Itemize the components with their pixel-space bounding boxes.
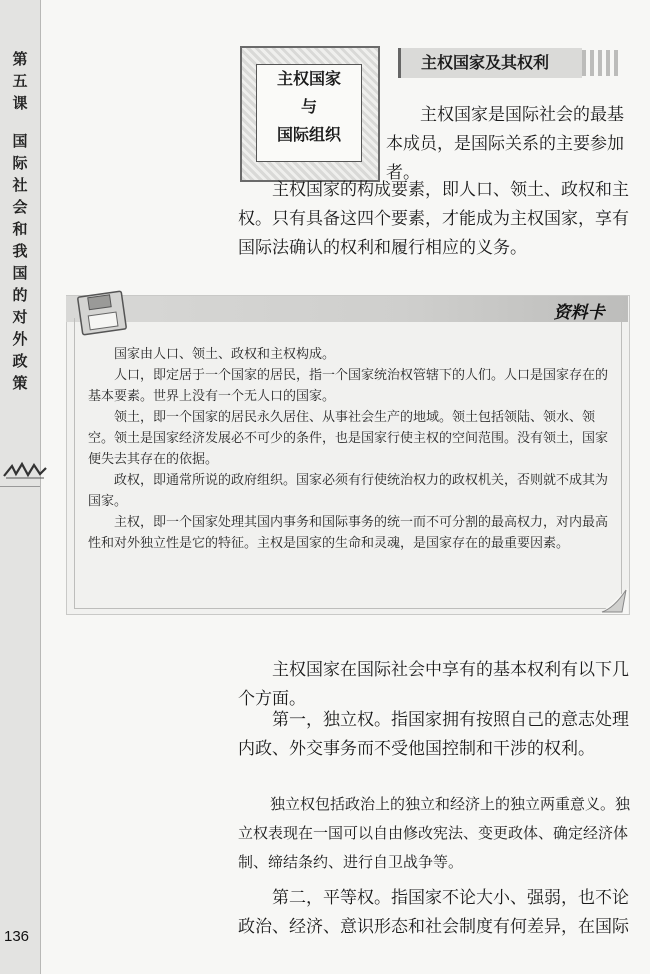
data-card-label: 资料卡 [553,303,605,323]
topic-box [240,46,380,182]
topic-line-2: 与 [300,97,317,116]
lesson-title-char: 国 [12,264,28,282]
lesson-label-char: 课 [12,94,28,112]
data-card-body [88,344,610,554]
lesson-title-char: 的 [12,286,28,304]
card-paragraph: 政权，即通常所说的政府组织。国家必须有行使统治权力的政权机关，否则就不成其为国家。 [88,473,609,509]
side-lesson-title [0,48,40,394]
lesson-title-char: 际 [12,154,28,172]
independence-note: 独立权包括政治上的独立和经济上的独立两重意义。独立权表现在一国可以自由修改宪法、变更政体、确定经济体制、缔结条约、进行自卫战争等。 [238,795,631,871]
lesson-title-char: 我 [12,242,28,260]
topic-line-3: 国际组织 [276,125,341,144]
body-paragraph-equality: 第二，平等权。指国家不论大小、强弱，也不论政治、经济、意识形态和社会制度有何差异，在国际 [238,888,629,937]
lesson-title-char: 外 [12,330,28,348]
intro-paragraph-1: 主权国家是国际社会的最基本成员，是国际关系的主要参加者。 [386,105,624,183]
lesson-label-char: 第 [12,50,28,68]
page-curl-icon [600,588,628,614]
lesson-label [0,48,40,114]
card-paragraph: 人口，即定居于一个国家的居民，指一个国家统治权管辖下的人们。人口是国家存在的基本要素。世界上没有一个无人口的国家。 [88,368,609,404]
card-paragraph: 国家由人口、领土、政权和主权构成。 [114,347,336,362]
body-paragraph-independence: 第一，独立权。指国家拥有按照自己的意志处理内政、外交事务而不受他国控制和干涉的权利。 [238,710,629,759]
page-number: 136 [4,928,30,945]
intro-paragraph-2: 主权国家的构成要素，即人口、领土、政权和主权。只有具备这四个要素，才能成为主权国家，享有国际法确认的权利和履行相应的义务。 [238,180,629,258]
lesson-title-char: 社 [12,176,28,194]
card-paragraph: 领土，即一个国家的居民永久居住、从事社会生产的地域。领土包括领陆、领水、领空。领土是国家经济发展必不可少的条件，也是国家行使主权的空间范围。没有领土，国家便失去其存在的依据。 [88,410,609,467]
topic-line-1: 主权国家 [276,69,341,88]
card-paragraph: 主权，即一个国家处理其国内事务和国际事务的统一而不可分割的最高权力，对内最高性和对外独立性是它的特征。主权是国家的生命和灵魂，是国家存在的最重要因素。 [88,515,609,551]
lesson-title-char: 对 [12,308,28,326]
decorative-flourish-icon [2,460,48,480]
body-paragraph-rights-intro: 主权国家在国际社会中享有的基本权利有以下几个方面。 [238,660,629,709]
lesson-title-char: 和 [12,220,28,238]
side-divider [0,486,40,487]
lesson-title-char: 会 [12,198,28,216]
floppy-disk-icon [74,286,132,336]
section-heading-decoration [582,50,622,76]
lesson-title-char: 国 [12,132,28,150]
lesson-title-char: 政 [12,352,28,370]
topic-box-inner [256,64,362,162]
lesson-title-char: 策 [12,374,28,392]
lesson-label-char: 五 [12,72,28,90]
section-heading: 主权国家及其权利 [398,48,582,78]
lesson-title-vertical [0,130,40,394]
